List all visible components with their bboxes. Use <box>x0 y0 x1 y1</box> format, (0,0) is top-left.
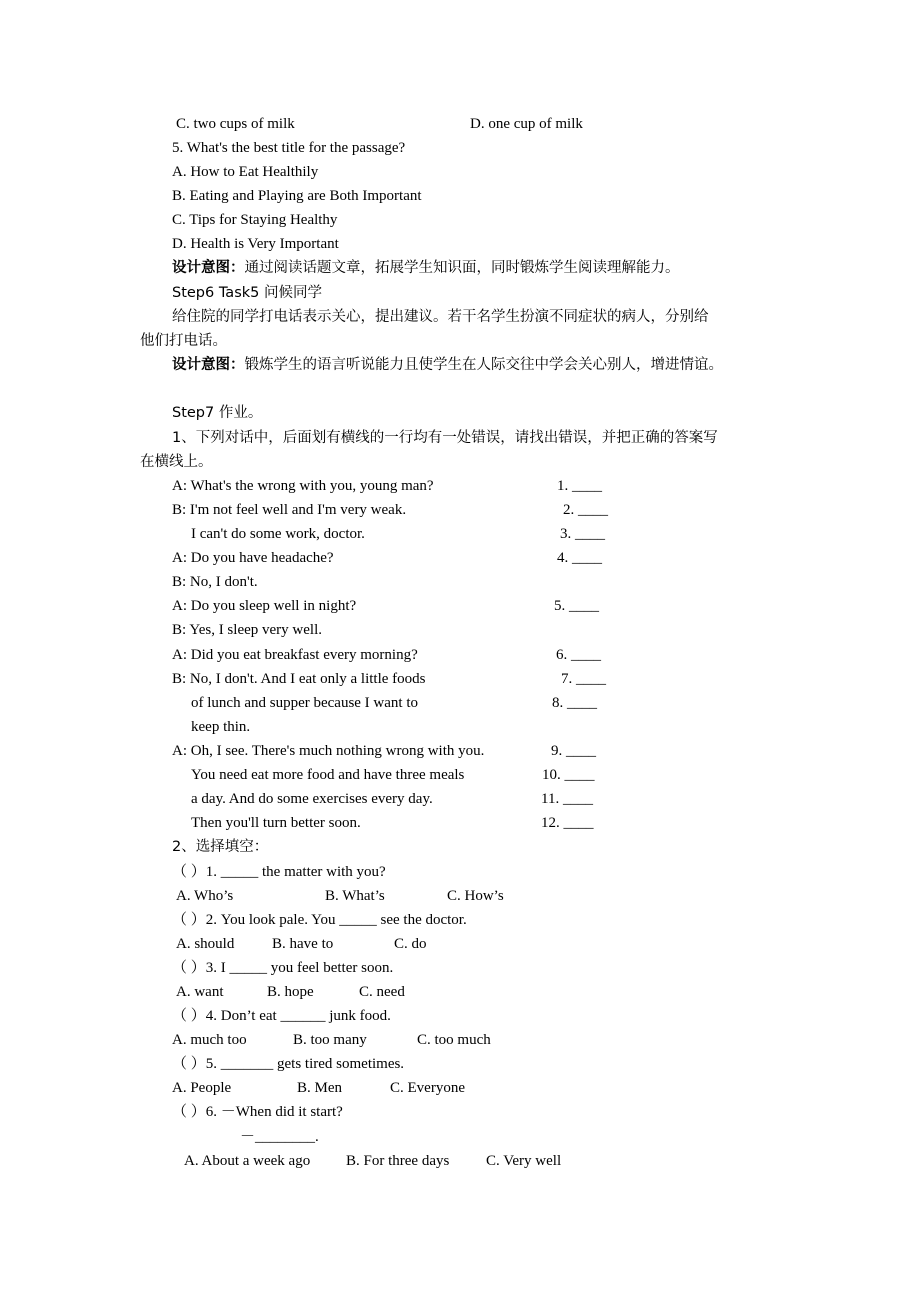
answer-blank: 12. ____ <box>541 815 594 831</box>
dialogue-line: B: Yes, I sleep very well. <box>172 622 322 638</box>
q5-option-d: D. Health is Very Important <box>172 236 339 252</box>
dialogue-line: A: What's the wrong with you, young man? <box>172 478 434 494</box>
section2-title: 2、选择填空： <box>172 839 269 855</box>
dialogue-line: I can't do some work, doctor. <box>191 526 365 542</box>
mc-option: C. Everyone <box>390 1080 465 1096</box>
answer-blank: 6. ____ <box>556 647 601 663</box>
q5-option-b: B. Eating and Playing are Both Important <box>172 188 422 204</box>
dialogue-line: B: I'm not feel well and I'm very weak. <box>172 502 407 518</box>
dialogue-line: a day. And do some exercises every day. <box>191 791 433 807</box>
mc-option: A. should <box>176 936 235 952</box>
step6-text-line1: 给住院的同学打电话表示关心，提出建议。若干名学生扮演不同症状的病人，分别给 <box>172 309 709 325</box>
mc-option: B. hope <box>267 984 314 1000</box>
design-intent-2 <box>172 355 723 375</box>
q5-option-a: A. How to Eat Healthily <box>172 164 319 180</box>
dialogue-line: A: Do you have headache? <box>172 550 334 566</box>
q5-option-c: C. Tips for Staying Healthy <box>172 212 338 228</box>
mc-option: B. What’s <box>325 888 385 904</box>
mc-option: B. For three days <box>346 1153 450 1169</box>
answer-blank: 9. ____ <box>551 743 596 759</box>
answer-blank: 7. ____ <box>561 671 606 687</box>
answer-blank: 8. ____ <box>552 695 597 711</box>
q5-question: 5. What's the best title for the passage? <box>172 140 406 156</box>
mc-option: A. Who’s <box>176 888 234 904</box>
step6-text-line2: 他们打电话。 <box>140 333 227 349</box>
mc-option: C. too much <box>417 1032 491 1048</box>
answer-blank: 2. ____ <box>563 502 608 518</box>
dialogue-line: Then you'll turn better soon. <box>191 815 361 831</box>
step7-instruction-line2: 在横线上。 <box>140 454 213 470</box>
option-d-milk: D. one cup of milk <box>470 116 583 132</box>
mc-option: A. People <box>172 1080 232 1096</box>
mc-question-stem: （ ）3. I _____ you feel better soon. <box>172 960 394 976</box>
mc-option: C. Very well <box>486 1153 562 1169</box>
mc-option: B. have to <box>272 936 334 952</box>
design-intent-1 <box>172 258 680 278</box>
design-intent-label: 设计意图： <box>172 260 245 276</box>
mc-option: A. want <box>176 984 224 1000</box>
answer-blank: 10. ____ <box>542 767 595 783</box>
answer-blank: 11. ____ <box>541 791 593 807</box>
dialogue-line: keep thin. <box>191 719 251 735</box>
mc-option: C. How’s <box>447 888 504 904</box>
dialogue-line: A: Did you eat breakfast every morning? <box>172 647 418 663</box>
step7-title: Step7 作业。 <box>172 405 263 421</box>
mc-option: B. too many <box>293 1032 367 1048</box>
mc-question-stem: （ ）2. You look pale. You _____ see the doctor. <box>172 912 467 928</box>
answer-blank: 3. ____ <box>560 526 605 542</box>
option-c-milk: C. two cups of milk <box>176 116 295 132</box>
mc-question-stem: （ ）4. Don’t eat ______ junk food. <box>172 1008 391 1024</box>
mc-question-stem: （ ）1. _____ the matter with you? <box>172 864 386 880</box>
mc-option: B. Men <box>297 1080 342 1096</box>
dialogue-line: A: Do you sleep well in night? <box>172 598 357 614</box>
mc-option: A. much too <box>172 1032 247 1048</box>
design-intent-text: 锻炼学生的语言听说能力且使学生在人际交往中学会关心别人，增进情谊。 <box>244 357 723 373</box>
dialogue-line: B: No, I don't. And I eat only a little foods <box>172 671 426 687</box>
mc-question-stem: （ ）5. _______ gets tired sometimes. <box>172 1056 405 1072</box>
mc-question-stem-reply: －________. <box>240 1129 319 1145</box>
answer-blank: 4. ____ <box>557 550 602 566</box>
step6-title: Step6 Task5 问候同学 <box>172 285 322 301</box>
dialogue-line: B: No, I don't. <box>172 574 258 590</box>
design-intent-text: 通过阅读话题文章，拓展学生知识面，同时锻炼学生阅读理解能力。 <box>244 260 680 276</box>
mc-option: C. need <box>359 984 405 1000</box>
mc-option: A. About a week ago <box>184 1153 311 1169</box>
step7-instruction-line1: 1、下列对话中，后面划有横线的一行均有一处错误，请找出错误，并把正确的答案写 <box>172 430 718 446</box>
dialogue-line: of lunch and supper because I want to <box>191 695 419 711</box>
dialogue-line: A: Oh, I see. There's much nothing wrong with you. <box>172 743 485 759</box>
dialogue-line: You need eat more food and have three meals <box>191 767 465 783</box>
answer-blank: 5. ____ <box>554 598 599 614</box>
design-intent-label: 设计意图： <box>172 357 245 373</box>
mc-option: C. do <box>394 936 427 952</box>
answer-blank: 1. ____ <box>557 478 602 494</box>
mc-question-stem: （ ）6. －When did it start? <box>172 1104 343 1120</box>
